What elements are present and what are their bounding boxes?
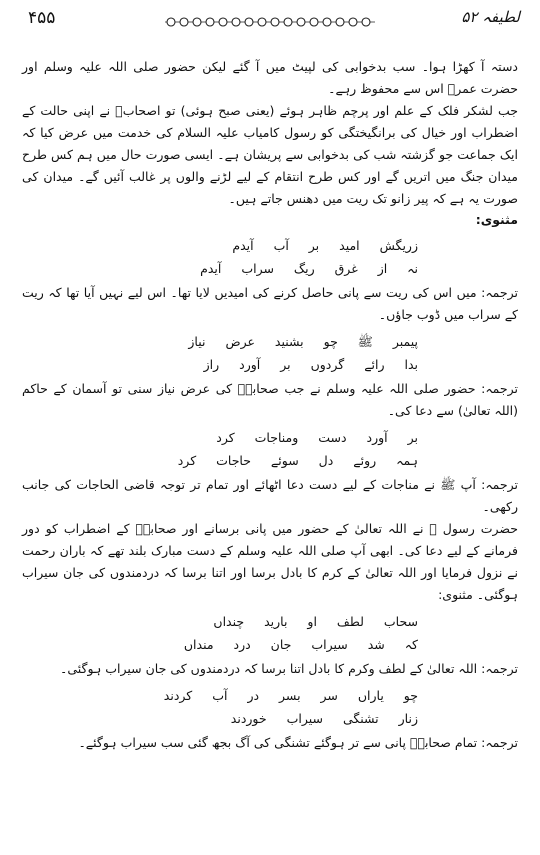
paragraph: دستہ آ کھڑا ہوا۔ سب بدخوابی کی لپیٹ میں آ گئے لیکن حضور صلی اللہ علیہ وسلم اور حضرت عمرؓ اس سے محفوظ رہے۔ (22, 59, 518, 96)
verse-line: پیمبر ﷺ چو بشنید عرض نیاز (188, 334, 418, 349)
verse-line: سحاب لطف او بارید چنداں (213, 614, 418, 629)
verse-couplet (22, 330, 518, 376)
verse-line: چو یاراں سر بسر در آب کردند (163, 688, 418, 703)
translation: ترجمہ: تمام صحابہؓ پانی سے تر ہوگئے تشنگی کی آگ بجھ گئی سب سیراب ہوگئے۔ (78, 735, 518, 750)
masnavi-label: مثنوی: (475, 212, 518, 227)
translation: ترجمہ: آپ ﷺ نے مناجات کے لیے دست دعا اٹھائے اور تمام تر توجہ قاضی الحاجات کی جانب رکھی۔ (22, 477, 518, 514)
paragraph: جب لشکر فلک کے علم اور پرچم ظاہر ہوئے (یعنی صبح ہوئی) تو اصحابؓ نے اپنی حالت کے اضطراب اور خیال کی برانگیختگی کو رسول کامیاب علیہ السلام کی خدمت میں عرض کیا کہ ایک جماعت جو گزشتہ شب کی بدخوابی سے پریشان ہے۔ ایسی صورت حال میں ہم کس طرح میدان جنگ میں اتریں گے اور کس طرح انتقام کے لیے لڑنے والوں پر غالب آئیں گے۔ میدان کی صورت یہ ہے کہ پیر زانو تک ریت میں دھنس جاتے ہیں۔ (22, 103, 518, 206)
verse-line: کہ شد سیراب جان درد منداں (183, 637, 418, 652)
chain-ornament-icon (165, 16, 375, 28)
verse-line: ہمہ روئے دل سوئے حاجات کرد (177, 453, 418, 468)
page-number: ۴۵۵ (28, 8, 56, 28)
verse-line: زنار تشنگی سیراب خوردند (230, 711, 418, 726)
verse-couplet (22, 426, 518, 472)
translation: ترجمہ: میں اس کی ریت سے پانی حاصل کرنے کی امیدیں لایا تھا۔ اس لیے نہیں آیا تھا کہ ریت کے سراب میں ڈوب جاؤں۔ (22, 285, 518, 322)
verse-couplet (22, 684, 518, 730)
verse-couplet (22, 234, 518, 280)
chapter-title: لطیفہ ۵۲ (461, 8, 520, 26)
page-header (20, 8, 520, 32)
translation: ترجمہ: اللہ تعالیٰ کے لطف وکرم کا بادل اتنا برسا کہ دردمندوں کی جان سیراب ہوگئی۔ (60, 661, 518, 676)
verse-couplet (22, 610, 518, 656)
translation: ترجمہ: حضور صلی اللہ علیہ وسلم نے جب صحابہؓ کی عرض نیاز سنی تو آسمان کے حاکم (اللہ تعالیٰ) سے دعا کی۔ (22, 381, 518, 418)
verse-line: زریگش امید بر آب آیدم (232, 238, 418, 253)
verse-line: نہ از غرق ریگ سراب آیدم (200, 261, 418, 276)
verse-line: بر آورد دست ومناجات کرد (216, 430, 418, 445)
paragraph: حضرت رسول ﷺ نے اللہ تعالیٰ کے حضور میں پانی برسانے اور صحابہؓ کے اضطراب کو دور فرمانے کے لیے دعا کی۔ ابھی آپ صلی اللہ علیہ وسلم کے دست مبارک بلند تھے کہ باران رحمت نے نزول فرمایا اور اللہ تعالیٰ کے کرم کا بادل برسا اور اتنا برسا کہ دردمندوں کی جان سیراب ہوگئی۔ مثنوی: (22, 521, 518, 602)
page-body (22, 56, 518, 845)
verse-line: بدا رائے گردوں بر آورد راز (203, 357, 418, 372)
